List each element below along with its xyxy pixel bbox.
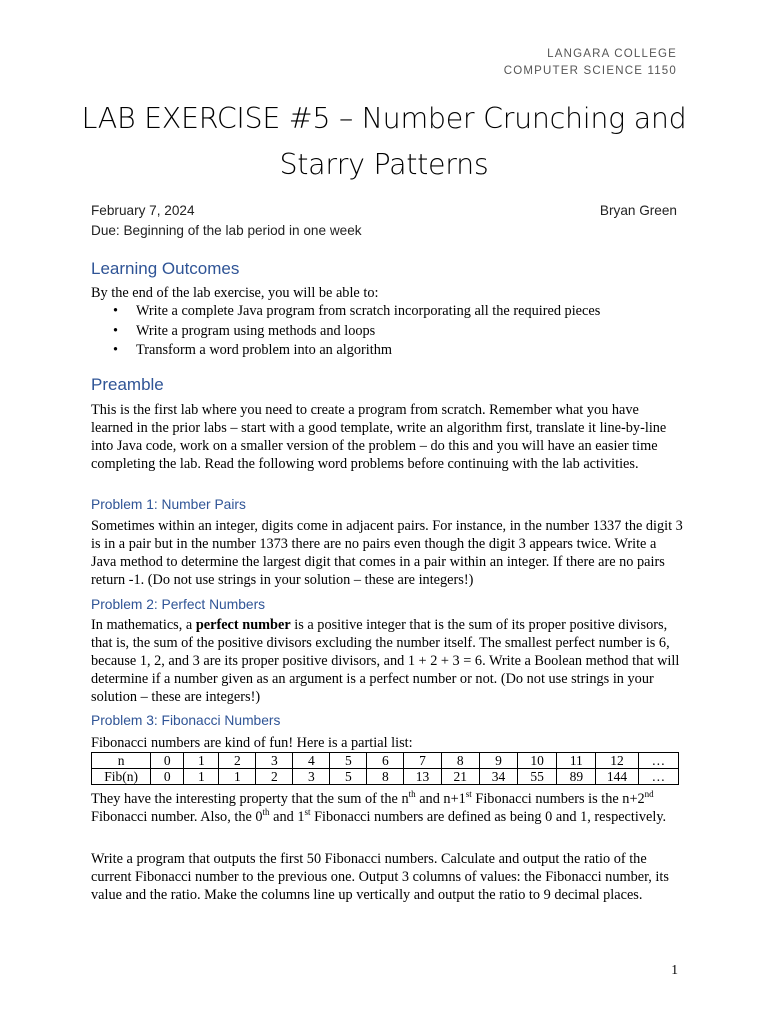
table-cell: 21	[441, 769, 479, 785]
college-name: LANGARA COLLEGE	[547, 48, 677, 60]
table-cell: 1	[219, 769, 256, 785]
course-name: COMPUTER SCIENCE 1150	[503, 65, 677, 77]
problem-2-text: In mathematics, a perfect number is a positive integer that is the sum of its proper positive divisors, that is, the sum of the positive divisors excluding the number itself. The smallest perfect number is 6, because 1, 2, and 3 are its proper positive divisors, and 1 + 2 + 3 = 6. Write a Boolean method that will determine if a number given as an argument is a perfect number or not. (Do not use strings in your solution – these are integers!)	[91, 617, 680, 706]
header-institution	[504, 46, 677, 80]
title-line-2: Starry Patterns	[279, 148, 489, 181]
table-cell: Fib(n)	[92, 769, 151, 785]
document-title	[60, 96, 708, 188]
bullet-icon: •	[113, 322, 119, 339]
bullet-icon: •	[113, 303, 119, 319]
table-cell: n	[92, 753, 151, 769]
table-cell: 2	[219, 753, 256, 769]
list-item: • Write a complete Java program from scratch incorporating all the required pieces	[91, 302, 691, 322]
list-item: • Transform a word problem into an algorithm	[91, 341, 691, 361]
table-cell: 8	[441, 753, 479, 769]
table-cell: 11	[557, 753, 596, 769]
table-cell: 0	[151, 769, 184, 785]
author: Bryan Green	[599, 203, 677, 218]
problem-3-task: Write a program that outputs the first 50 Fibonacci numbers. Calculate and output the ratio of the current Fibonacci number to the previous one. Output 3 columns of values: the Fibonacci number, its value and the ratio. Make the columns line up vertically and output the ratio to 9 decimal places.	[91, 851, 669, 904]
bullet-icon: •	[113, 342, 119, 358]
outcomes-intro: By the end of the lab exercise, you will be able to:	[91, 285, 379, 301]
preamble-heading: Preamble	[91, 375, 164, 394]
fibonacci-table	[91, 752, 679, 785]
table-row	[92, 753, 679, 769]
table-cell: 3	[256, 753, 293, 769]
table-cell: 1	[184, 753, 219, 769]
problem-2-heading: Problem 2: Perfect Numbers	[91, 597, 266, 612]
page-number: 1	[671, 962, 678, 977]
table-cell: 10	[518, 753, 557, 769]
table-cell: 8	[367, 769, 404, 785]
table-cell: 4	[293, 753, 330, 769]
preamble-text: This is the first lab where you need to create a program from scratch. Remember what you have learned in the prior labs – start with a good template, write an algorithm first, translate it line-by-line into Java code, work on a smaller version of the problem – do this and you will have an easier time completing the lab. Read the following word problems before continuing with the lab activities.	[91, 402, 667, 473]
table-cell: 1	[184, 769, 219, 785]
fibonacci-property-text: They have the interesting property that the sum of the $n^{th}$ and n+1st Fibonacci numbers is the n+2nd Fibonacci number. Also, the 0th and 1st Fibonacci numbers are defined as being 0 and 1, respectively.	[91, 789, 667, 826]
perfect-number-term: perfect number	[195, 617, 291, 633]
table-row	[92, 769, 679, 785]
table-cell: 13	[404, 769, 441, 785]
problem-1-heading: Problem 1: Number Pairs	[91, 497, 246, 512]
problem-3-intro: Fibonacci numbers are kind of fun! Here is a partial list:	[91, 735, 413, 751]
title-line-1: LAB EXERCISE #5 – Number Crunching and	[81, 102, 687, 135]
table-cell: 55	[518, 769, 557, 785]
table-cell: 5	[330, 753, 367, 769]
table-cell: 12	[596, 753, 638, 769]
table-cell: 9	[479, 753, 517, 769]
table-cell: 0	[151, 753, 184, 769]
list-item: • Write a program using methods and loops	[91, 322, 691, 342]
table-cell: 6	[367, 753, 404, 769]
date: February 7, 2024	[91, 203, 195, 218]
table-cell: 5	[330, 769, 367, 785]
table-cell: 144	[596, 769, 638, 785]
problem-1-text: Sometimes within an integer, digits come in adjacent pairs. For instance, in the number 1337 the digit 3 is in a pair but in the number 1373 there are no pairs even though the digit 3 appears twice. Write a Java method to determine the largest digit that comes in a pair within an integer. If there are no pairs return -1. (Do not use strings in your solution – these are integers!)	[91, 518, 683, 589]
table-cell: …	[638, 769, 678, 785]
table-cell: 7	[404, 753, 441, 769]
due-date: Due: Beginning of the lab period in one week	[91, 223, 362, 238]
table-cell: 34	[479, 769, 517, 785]
learning-outcomes-heading: Learning Outcomes	[91, 259, 240, 278]
table-cell: 3	[293, 769, 330, 785]
outcomes-list	[91, 302, 691, 361]
table-cell: 89	[557, 769, 596, 785]
table-cell: …	[638, 753, 678, 769]
table-cell: 2	[256, 769, 293, 785]
problem-3-heading: Problem 3: Fibonacci Numbers	[91, 713, 281, 728]
